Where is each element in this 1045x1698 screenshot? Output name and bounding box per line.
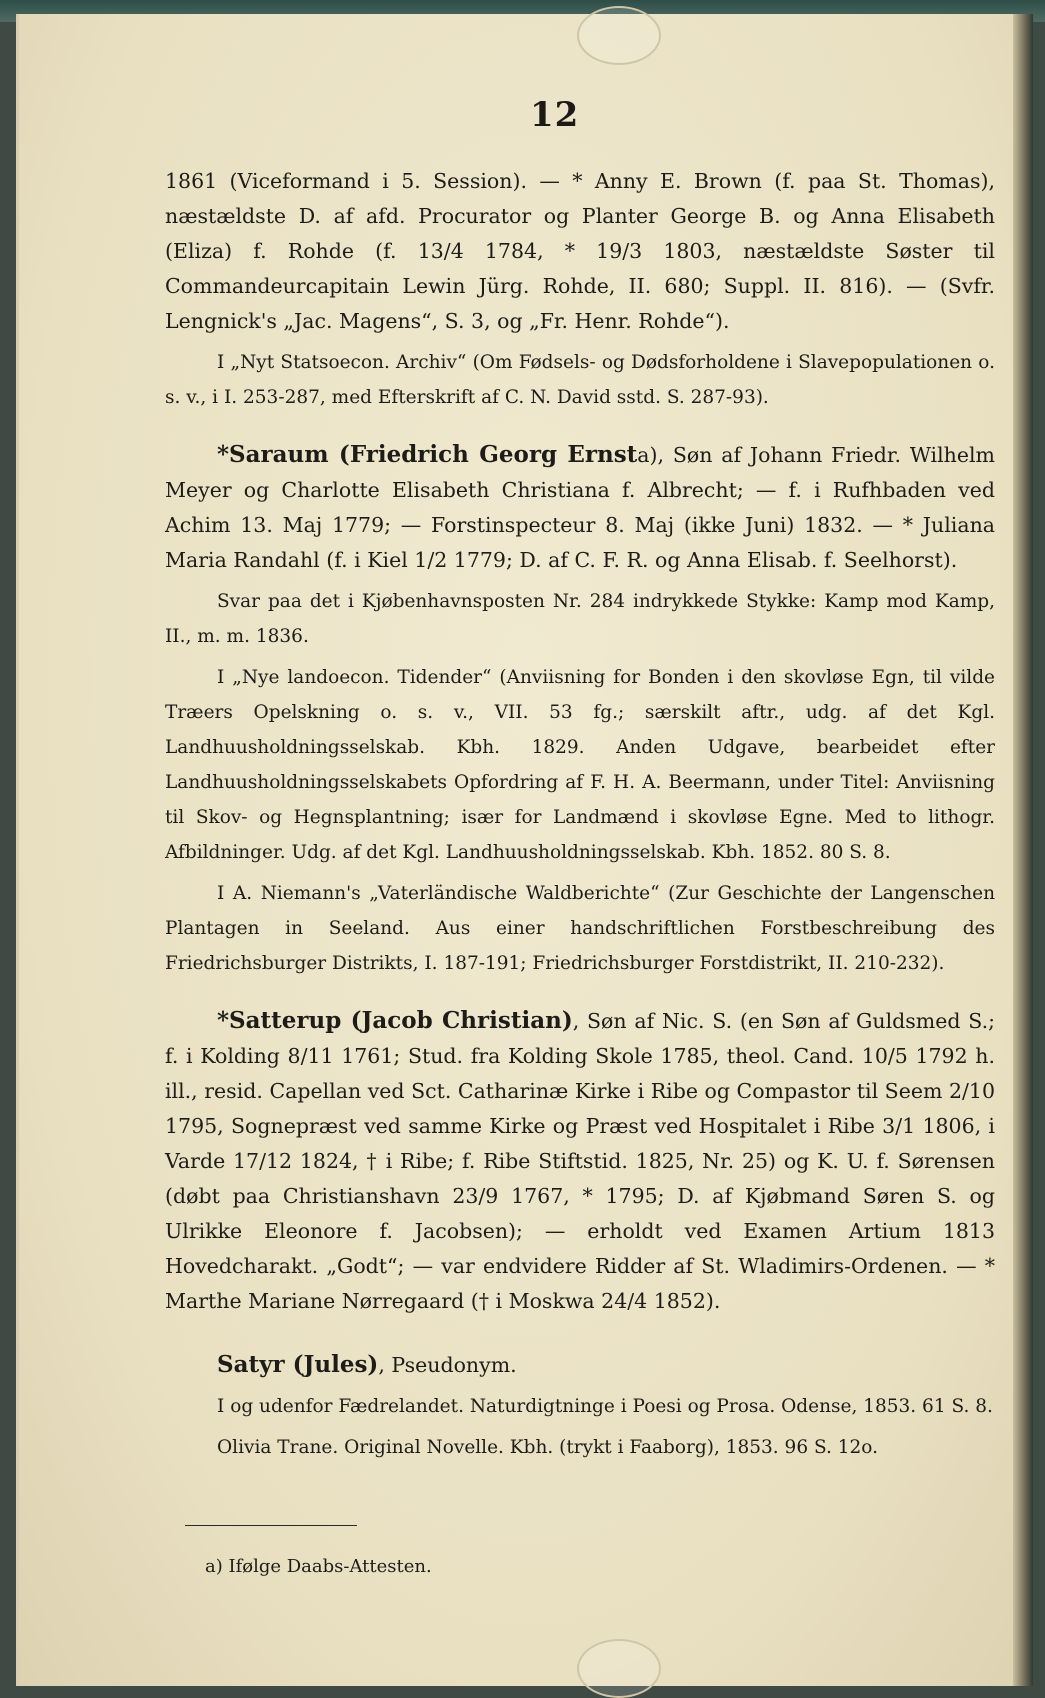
- page-text: [165, 164, 995, 1471]
- entry-saraum: [165, 437, 995, 578]
- entry-continuation-paragraph: 1861 (Viceformand i 5. Session). — * Anny E. Brown (f. paa St. Thomas), næstældste D. af afd. Procurator og Planter George B. og Anna Elisabeth (Eliza) f. Rohde (f. 13/4 1784, * 19/3 1803, næstældste Søster til Commandeurcapitain Lewin Jürg. Rohde, II. 680; Suppl. II. 816). — (Svfr. Lengnick's „Jac. Magens“, S. 3, og „Fr. Henr. Rohde“).: [165, 169, 995, 333]
- entry-heading: *Satterup (Jacob Christian): [217, 1007, 573, 1034]
- footnote: a) Ifølge Daabs-Attesten.: [205, 1556, 432, 1577]
- entry-publication: I „Nye landoecon. Tidender“ (Anviisning for Bonden i den skovløse Egn, til vilde Træers Opelskning o. s. v., VII. 53 fg.; særskilt aftr., udg. af det Kgl. Landhuusholdningsselskab. Kbh. 1829. Anden Udgave, bearbeidet efter Landhuusholdningsselskabets Opfordring af F. H. A. Beermann, under Titel: Anviisning til Skov- og Hegnsplantning; især for Landmænd i skovløse Egne. Med to lithogr. Afbildninger. Udg. af det Kgl. Landhuusholdningsselskab. Kbh. 1852. 80 S. 8.: [165, 667, 995, 863]
- footnote-divider: [185, 1525, 357, 1526]
- entry-publication: I og udenfor Fædrelandet. Naturdigtninge i Poesi og Prosa. Odense, 1853. 61 S. 8.: [217, 1396, 993, 1417]
- entry-body: , Søn af Nic. S. (en Søn af Guldsmed S.; f. i Kolding 8/11 1761; Stud. fra Kolding Skole 1785, theol. Cand. 10/5 1792 h. ill., resid. Capellan ved Sct. Catharinæ Kirke i Ribe og Compastor til Seem 2/10 1795, Sognepræst ved samme Kirke og Præst ved Hospitalet i Ribe 3/1 1806, i Varde 17/12 1824, † i Ribe; f. Ribe Stiftstid. 1825, Nr. 25) og K. U. f. Sørensen (døbt paa Christianshavn 23/9 1767, * 1795; D. af Kjøbmand Søren S. og Ulrikke Eleonore f. Jacobsen); — erholdt ved Examen Artium 1813 Hovedcharakt. „Godt“; — var endvidere Ridder af St. Wladimirs-Ordenen. — * Marthe Mariane Nørregaard († i Moskwa 24/4 1852).: [165, 1009, 995, 1313]
- entry-continuation-publication: I „Nyt Statsoecon. Archiv“ (Om Fødsels- og Dødsforholdene i Slavepopulationen o. s. v., i I. 253-287, med Efterskrift af C. N. David sstd. S. 287-93).: [165, 352, 995, 408]
- entry-heading: *Saraum (Friedrich Georg Ernst: [217, 441, 638, 468]
- entry-publication: I A. Niemann's „Vaterländische Waldberichte“ (Zur Geschichte der Langenschen Plantagen in Seeland. Aus einer handschriftlichen Forstbeschreibung des Friedrichsburger Distrikts, I. 187-191; Friedrichsburger Forstdistrikt, II. 210-232).: [165, 883, 995, 974]
- entry-publication: Olivia Trane. Original Novelle. Kbh. (trykt i Faaborg), 1853. 96 S. 12o.: [217, 1437, 878, 1458]
- entry-satyr: [165, 1347, 995, 1383]
- entry-body: , Pseudonym.: [378, 1353, 517, 1377]
- book-spine: [1013, 14, 1033, 1686]
- entry-satterup: [165, 1003, 995, 1319]
- entry-heading: Satyr (Jules): [217, 1351, 379, 1378]
- page-number: 12: [530, 95, 580, 135]
- page-clip-mark: [577, 6, 661, 65]
- entry-publication: Svar paa det i Kjøbenhavnsposten Nr. 284 indrykkede Stykke: Kamp mod Kamp, II., m. m. 1836.: [165, 591, 995, 647]
- page-clip-mark: [577, 1639, 661, 1698]
- entry-body: a), Søn af Johann Friedr. Wilhelm Meyer og Charlotte Elisabeth Christiana f. Albrecht; — f. i Rufhbaden ved Achim 13. Maj 1779; — Forstinspecteur 8. Maj (ikke Juni) 1832. — * Juliana Maria Randahl (f. i Kiel 1/2 1779; D. af C. F. R. og Anna Elisab. f. Seelhorst).: [165, 443, 995, 572]
